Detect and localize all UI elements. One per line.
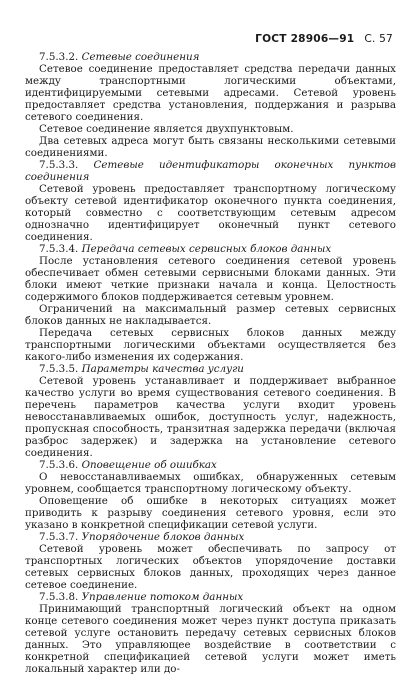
section-heading: 7.5.3.4. Передача сетевых сервисных блоков данных xyxy=(39,243,332,255)
section-heading: 7.5.3.8. Управление потоком данных xyxy=(39,591,244,603)
page-header xyxy=(255,33,393,45)
paragraph: Сетевой уровень может обеспечивать по запросу от транспортных логических объектов упорядочение доставки сетевых сервисных блоков данных, проходящих через данное сетевое соединение. xyxy=(25,543,396,591)
section-heading: 7.5.3.5. Параметры качества услуги xyxy=(39,363,244,375)
standard-number: ГОСТ 28906—91 xyxy=(255,33,355,45)
section-heading: 7.5.3.7. Упорядочение блоков данных xyxy=(39,531,245,543)
paragraph: Сетевое соединение предоставляет средства передачи данных между транспортными логическими объектами, идентифицируемыми сетевыми адресами. Сетевой уровень предоставляет средства установления, поддержания и разрыва сетевого соединения. xyxy=(25,63,396,123)
section-heading: 7.5.3.2. Сетевые соединения xyxy=(39,51,200,63)
paragraph: Принимающий транспортный логический объект на одном конце сетевого соединения может через пункт доступа приказать сетевой услуге остановить передачу сетевых сервисных блоков данных. Это управляющее воздействие в соответствии с конкретной спецификацией сетевой услуги может иметь локальный характер или до- xyxy=(25,603,396,675)
page-number: С. 57 xyxy=(364,33,393,45)
paragraph: После установления сетевого соединения сетевой уровень обеспечивает обмен сетевыми сервисными блоками данных. Эти блоки имеют четкие признаки начала и конца. Целостность содержимого блоков поддерживается сетевым уровнем. xyxy=(25,255,396,303)
section-heading: 7.5.3.6. Оповещение об ошибках xyxy=(39,459,217,471)
paragraph: Ограничений на максимальный размер сетевых сервисных блоков данных не накладывается. xyxy=(25,303,396,327)
paragraph: Сетевой уровень устанавливает и поддерживает выбранное качество услуги во время существования сетевого соединения. В перечень параметров качества услуги входит уровень невосстанавливаемых ошибок, доступность услуг, надежность, пропускная способность, транзитная задержка передачи (включая разброс задержек) и задержка на установление сетевого соединения. xyxy=(25,375,396,459)
paragraph: Передача сетевых сервисных блоков данных между транспортными логическими объектами осуществляется без какого-либо изменения их содержания. xyxy=(25,327,396,363)
paragraph: Оповещение об ошибке в некоторых ситуациях может приводить к разрыву соединения сетевого уровня, если это указано в конкретной спецификации сетевой услуги. xyxy=(25,495,396,531)
paragraph: Два сетевых адреса могут быть связаны несколькими сетевыми соединениями. xyxy=(25,135,396,159)
paragraph: О невосстанавливаемых ошибках, обнаруженных сетевым уровнем, сообщается транспортному логическому объекту. xyxy=(25,471,396,495)
paragraph: Сетевой уровень предоставляет транспортному логическому объекту сетевой идентификатор оконечного пункта соединения, который совместно с соответствующим сетевым адресом однозначно идентифицирует оконечный пункт сетевого соединения. xyxy=(25,183,396,243)
document-body xyxy=(25,51,396,675)
paragraph: Сетевое соединение является двухпунктовым. xyxy=(39,123,294,135)
section-heading: 7.5.3.3. Сетевые идентификаторы оконечных пунктов соединения xyxy=(25,159,396,183)
